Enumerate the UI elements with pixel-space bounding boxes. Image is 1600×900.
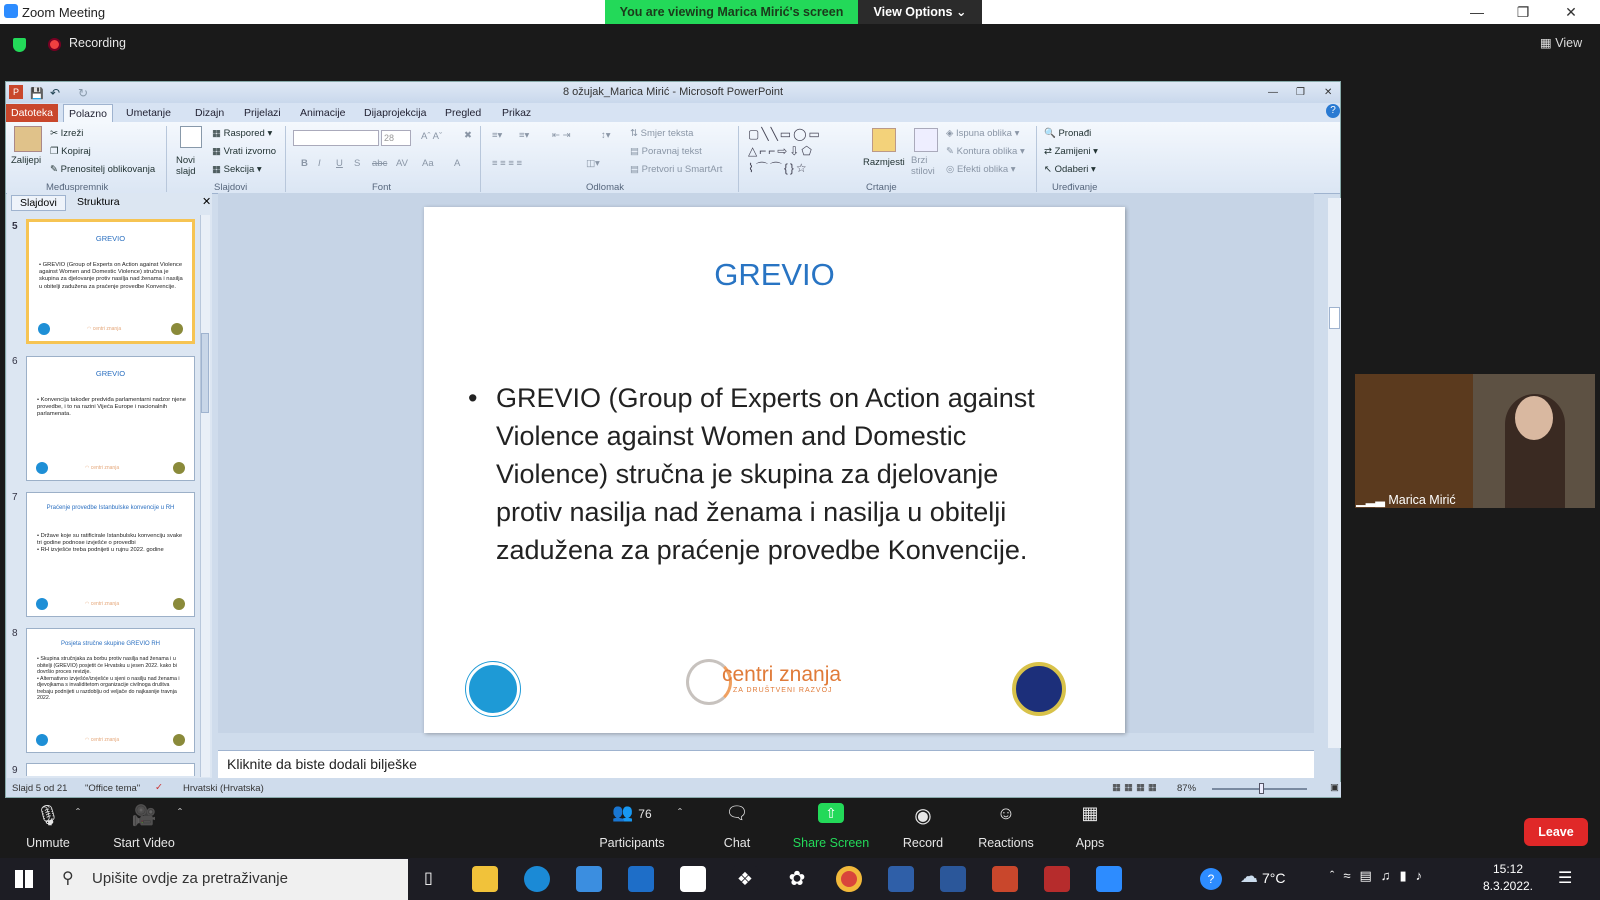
current-slide[interactable] [424,207,1125,733]
share-screen-button[interactable] [788,798,874,858]
chat-icon: 🗨 [725,803,749,823]
thumb-body: • GREVIO (Group of Experts on Action against Violence against Women and Domestic Violence) stručna je skupina za djelovanje protiv nasilja nad ženama i nasilja u obitelji zadužena za praćenje provedbe Konvencije. [39,262,183,290]
reactions-button[interactable] [966,798,1046,858]
close-button[interactable]: ✕ [1565,4,1577,20]
line-spacing-button[interactable]: ↕▾ [601,130,611,141]
section-button[interactable]: ▦ Sekcija ▾ [212,164,262,175]
grow-font-icon[interactable]: Aˆ Aˇ [421,131,443,142]
smartart-button[interactable]: ▤ Pretvori u SmartArt [630,164,723,175]
signal-icon: ▁▂▃ [1356,493,1385,507]
shadow-button[interactable]: S [354,158,361,169]
quick-styles-button[interactable]: Brzi stilovi [911,155,935,177]
tab-dijaprojekcija[interactable]: Dijaprojekcija [364,107,427,119]
chat-label: Chat [723,836,751,850]
view-buttons[interactable]: ▦▦▦▦ [1112,782,1160,793]
smartart-label: Pretvori u SmartArt [641,164,723,175]
tab-slajdovi[interactable]: Slajdovi [11,195,66,211]
grid-icon: ▦ [1540,36,1552,50]
record-button[interactable] [883,798,963,858]
reset-label: Vrati izvorno [223,146,277,157]
record-icon: ◉ [914,805,932,827]
section-label: Sekcija [223,164,255,175]
italic-button[interactable]: I [318,158,321,169]
slides-group-label: Slajdovi [214,182,248,193]
tab-polazno[interactable]: Polazno [63,104,113,122]
thumb-title: Posjeta stručne skupine GREVIO RH [60,641,161,647]
taskbar-search-input[interactable]: Upišite ovdje za pretraživanje [50,859,408,900]
centri-znanja-logo: ◠ centri znanja [85,465,120,471]
paste-icon[interactable] [14,126,42,152]
paste-button[interactable]: Zalijepi [11,155,42,166]
new-slide-button[interactable]: Novi slajd [176,155,196,177]
soih-seal-logo [1012,662,1066,716]
select-label: Odaberi [1054,164,1089,175]
logo-icon [38,323,50,335]
font-size-value: 28 [384,133,395,143]
slide-thumbnail[interactable] [26,492,195,617]
thumb-number: 8 [12,628,18,639]
amazon-icon[interactable] [680,866,706,892]
door [1355,374,1473,508]
reactions-label: Reactions [978,836,1034,850]
layout-label: Raspored [223,128,265,139]
redo-icon[interactable]: ↻ [78,86,89,100]
search-icon: ⚲ [62,870,74,887]
shape-fill-button[interactable]: ◈ Ispuna oblika ▾ [946,128,1020,139]
reactions-icon: ☺ [996,803,1016,823]
slide-counter: Slajd 5 od 21 [12,783,68,794]
replace-button[interactable]: ⇄ Zamijeni ▾ [1044,146,1098,157]
participants-button[interactable] [588,798,676,858]
pane-scrollbar[interactable] [200,215,210,777]
font-name-input[interactable] [293,130,379,146]
ppt-minimize-button[interactable]: — [1268,87,1278,98]
participant-name: Marica Mirić [1388,493,1456,507]
recording-label[interactable]: Recording [69,36,126,50]
language-label[interactable]: Hrvatski (Hrvatska) [183,783,264,794]
chat-button[interactable] [697,798,777,858]
slide-title[interactable]: GREVIO [714,257,835,292]
audio-options-caret[interactable]: ˆ [76,806,80,820]
participants-caret[interactable]: ˆ [678,806,682,820]
shield-icon[interactable] [13,38,26,52]
zoom-toolbar [0,798,1600,858]
align-text-button[interactable]: ▤ Poravnaj tekst [630,146,702,157]
shape-effects-label: Efekti oblika [956,164,1009,175]
slides-pane [7,193,212,778]
apps-icon: ▦ [1081,803,1099,823]
columns-button[interactable]: ◫▾ [586,158,600,169]
slide-thumbnail[interactable] [26,356,195,481]
clock-date: 8.3.2022. [1482,879,1534,893]
zoom-level[interactable]: 87% [1177,783,1197,794]
recording-icon [48,38,61,51]
participants-icon: 👥 76 [612,803,652,822]
char-spacing-button[interactable]: AV [396,158,408,169]
font-group-label: Font [372,182,392,193]
view-options-button[interactable] [858,0,982,24]
shape-outline-label: Kontura oblika [956,146,1018,157]
video-off-icon: 🎥 [131,805,157,827]
underline-button[interactable]: U [336,158,343,169]
shape-outline-button[interactable]: ✎ Kontura oblika ▾ [946,146,1025,157]
tab-struktura[interactable]: Struktura [77,196,120,208]
logo-icon [36,734,48,746]
zoom-taskbar-icon[interactable] [1096,866,1122,892]
cut-label: Izreži [60,128,84,139]
bold-button[interactable]: B [301,158,308,169]
unmute-label: Unmute [26,836,70,850]
ppt-close-button[interactable]: ✕ [1324,87,1333,98]
bullets-button[interactable]: ≡▾ [492,130,503,141]
logo-icon [36,598,48,610]
pane-close-icon[interactable]: ✕ [202,196,212,208]
chevron-down-icon: ⌄ [955,5,967,19]
video-options-caret[interactable]: ˆ [178,806,182,820]
format-painter-label: Prenositelj oblikovanja [60,164,156,175]
pane-scroll-thumb[interactable] [201,333,209,413]
view-label: View [1555,36,1583,50]
thumb-number: 6 [12,356,18,367]
restore-button[interactable]: ❐ [1516,4,1530,20]
participants-label: Participants [599,836,665,850]
apps-label: Apps [1075,836,1105,850]
logo-subtext: ZA DRUŠTVENI RAZVOJ [733,687,833,694]
editor-scrollbar[interactable] [1328,198,1341,748]
change-case-button[interactable]: Aa [422,158,434,169]
temperature[interactable]: 7°C [1262,870,1286,886]
edge-icon[interactable] [524,866,550,892]
app-icon[interactable] [1044,866,1070,892]
ppt-restore-button[interactable]: ❐ [1296,87,1305,98]
format-painter-button[interactable]: ✎ Prenositelj oblikovanja [50,164,156,175]
share-screen-icon: ⇧ [788,798,874,828]
slide-body-text: GREVIO (Group of Experts on Action against Violence against Women and Domestic Violence) stručna je skupina za djelovanje protiv nasilja nad ženama i nasilja u obitelji zadužena za praćenje provedbe Konvencije. [496,383,1035,565]
ribbon-tabs [6,103,1340,122]
zoom-window-title: Zoom Meeting [22,5,106,20]
dropbox-icon[interactable]: ❖ [732,866,758,892]
word-icon[interactable] [940,866,966,892]
tab-animacije[interactable]: Animacije [300,107,346,119]
centri-znanja-logo: ◠ centri znanja [85,737,120,743]
taskbar-clock[interactable] [1480,861,1536,895]
thumb-title: GREVIO [95,369,126,378]
spellcheck-icon[interactable]: ✓ [155,782,163,793]
drawing-group-label: Crtanje [866,182,897,193]
chrome-icon[interactable] [836,866,862,892]
zoom-slider-thumb[interactable] [1259,783,1264,794]
copy-label: Kopiraj [61,146,91,157]
seal-icon [173,734,185,746]
copy-button[interactable]: ❐ Kopiraj [50,146,91,157]
strikethrough-button[interactable]: abc [372,158,388,169]
view-button[interactable] [1540,35,1582,50]
align-buttons[interactable]: ≡ ≡ ≡ ≡ [492,158,523,169]
record-label: Record [902,836,944,850]
centri-znanja-logo: ◠ centri znanja [87,326,122,332]
logo-text: centri znanja [722,663,842,686]
ppt-status-bar [7,782,1341,797]
centri-znanja-logo: ◠ centri znanja [85,601,120,607]
editing-group-label: Uređivanje [1052,182,1098,193]
thumb-title: Praćenje provedbe Istanbulske konvencije u RH [46,505,175,511]
shape-effects-button[interactable]: ◎ Efekti oblika ▾ [946,164,1016,175]
thumb-number: 5 [12,221,18,232]
quick-styles-icon[interactable] [914,128,938,152]
tab-dizajn[interactable]: Dizajn [195,107,225,119]
powerpoint-taskbar-icon[interactable] [992,866,1018,892]
apps-button[interactable] [1050,798,1130,858]
zoom-app-icon [4,4,18,18]
bullet-icon: • [468,383,478,413]
ppt-title-bar [6,82,1340,103]
editor-scroll-thumb[interactable] [1329,307,1340,329]
clear-format-icon[interactable]: ✖ [464,130,472,141]
save-icon[interactable]: 💾 [30,88,44,100]
financing-logo [466,662,520,716]
start-video-button[interactable] [104,798,184,858]
seal-icon [173,598,185,610]
participant-name-label [1356,492,1456,507]
shapes-gallery[interactable]: ▢╲╲▭◯▭ △⌐⌐⇨⇩⬠ ⌇⌒⌒{}☆ [748,127,822,175]
find-button[interactable]: 🔍 Pronađi [1044,128,1092,139]
powerpoint-icon: P [9,85,23,99]
font-size-input[interactable] [381,130,411,146]
thumb-body: • Konvencija također predviđa parlamentarni nadzor njene provedbe, i to na razini Vijeća Europe i nacionalnih parlamenata. [37,397,186,418]
tab-datoteka[interactable]: Datoteka [6,104,58,122]
view-options-label: View Options [873,5,953,19]
app-icon[interactable] [888,866,914,892]
logo-icon [36,462,48,474]
windows-start-icon[interactable] [15,870,33,888]
centri-znanja-logo [686,657,866,707]
tab-umetanje[interactable]: Umetanje [126,107,171,119]
thumb-body: • Skupina stručnjaka za borbu protiv nasilja nad ženama i u obitelji (GREVIO) posjetit će Hrvatsku u jesen 2022. kako bi dovršio proces revizije. • Alternativno izvješće/izvješće u sjeni o nasilju nad ženama i djevojkama s invaliditetom organizacije civilnoga društva trebaju podnijeti u razdoblju od veljače do najkasnije travnja 2022. [37,656,180,701]
tab-prikaz[interactable]: Prikaz [502,107,532,119]
share-screen-label: Share Screen [792,836,870,850]
participant-video[interactable] [1355,374,1595,508]
notes-field[interactable]: Kliknite da biste dodali bilješke [218,750,1314,778]
replace-label: Zamijeni [1054,146,1091,157]
indent-buttons[interactable]: ⇤ ⇥ [552,130,571,141]
task-view-icon[interactable]: ▯ [424,870,433,887]
font-color-button[interactable]: A [454,158,461,169]
muted-mic-icon: 🎙 [35,805,61,827]
store-icon[interactable] [576,866,602,892]
help-icon[interactable]: ? [1200,868,1222,890]
ppt-window-title: 8 ožujak_Marica Mirić - Microsoft PowerPoint [562,86,784,98]
slide-thumbnail[interactable] [26,763,195,776]
theme-name: "Office tema" [85,783,141,794]
shape-fill-label: Ispuna oblika [955,128,1012,139]
tab-pregled[interactable]: Pregled [445,107,482,119]
text-direction-button[interactable]: ⇅ Smjer teksta [630,128,694,139]
arrange-button[interactable]: Razmjesti [863,157,905,168]
clipboard-group-label: Međuspremnik [46,182,109,193]
slide-thumbnail[interactable] [26,628,195,753]
viewing-screen-banner: You are viewing Marica Mirić's screen [605,0,858,24]
thumb-body: • Države koje su ratificirale Istanbulsku konvenciju svake tri godine podnose izvješće o provedbi • RH izvješće treba podnijeti u rujnu 2022. godine [37,533,183,554]
thumb-number: 7 [12,492,18,503]
arrange-icon[interactable] [872,128,896,152]
slide-thumbnail[interactable] [26,219,195,344]
minimize-button[interactable]: — [1470,4,1484,20]
align-text-label: Poravnaj tekst [641,146,702,157]
cut-button[interactable]: ✂ Izreži [50,128,84,139]
tray-icons[interactable]: ˆ≈▤♫▮♪ [1330,868,1432,883]
find-label: Pronađi [1058,128,1092,139]
file-explorer-icon[interactable] [472,866,498,892]
clock-time: 15:12 [1492,862,1524,876]
seal-icon [171,323,183,335]
layout-button[interactable]: ▦ Raspored ▾ [212,128,273,139]
new-slide-icon[interactable] [180,126,202,148]
reset-button[interactable]: ▦ Vrati izvorno [212,146,277,157]
tab-prijelazi[interactable]: Prijelazi [244,107,281,119]
seal-icon [173,462,185,474]
mail-icon[interactable] [628,866,654,892]
slide-body[interactable] [468,379,1068,569]
weather-icon[interactable]: ☁ [1240,866,1258,886]
help-icon[interactable]: ? [1326,104,1340,118]
select-button[interactable]: ↖ Odaberi ▾ [1044,164,1096,175]
paragraph-group-label: Odlomak [586,182,625,193]
numbering-button[interactable]: ≡▾ [519,130,530,141]
face [1515,396,1553,440]
undo-icon[interactable]: ↶ [50,86,61,100]
thumb-title: GREVIO [95,234,126,243]
app-icon[interactable]: ✿ [788,868,806,890]
participants-count: 76 [638,807,652,821]
fit-slide-icon[interactable]: ▣ [1330,782,1339,793]
thumb-number: 9 [12,765,18,776]
start-video-label: Start Video [113,836,175,850]
notifications-icon[interactable]: ☰ [1558,870,1573,887]
text-direction-label: Smjer teksta [640,128,694,139]
leave-button[interactable]: Leave [1524,818,1588,846]
